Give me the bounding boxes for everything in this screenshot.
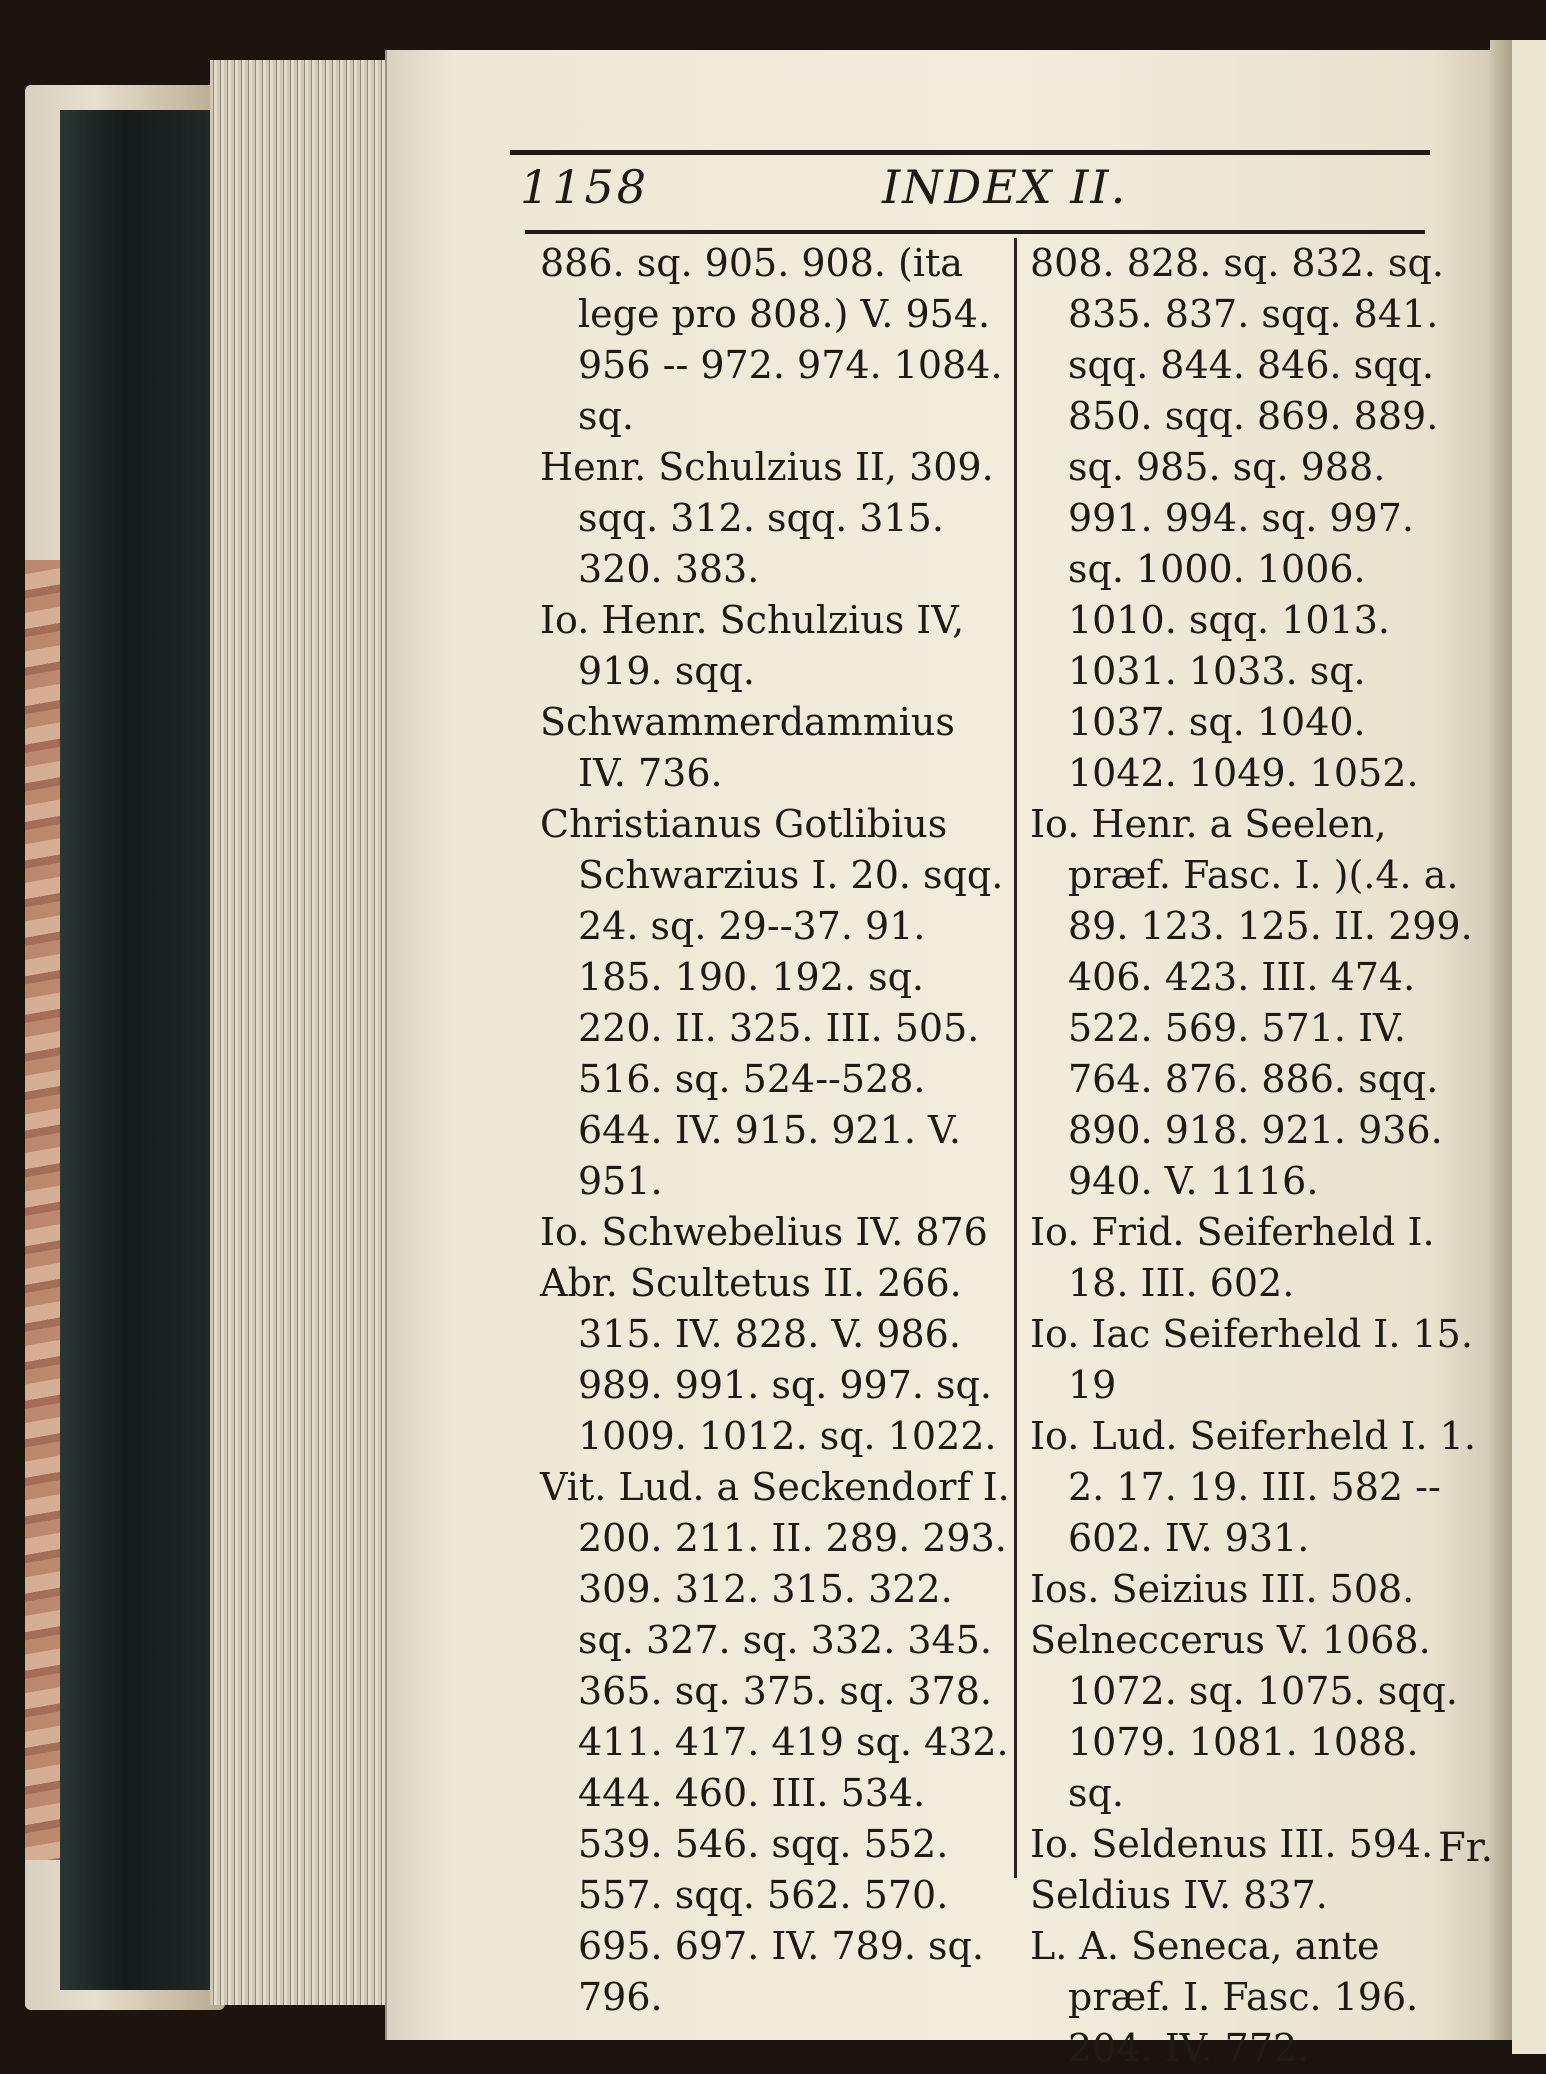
- index-entry: Seldius IV. 837.: [1030, 1873, 1328, 1917]
- page-stack: [210, 60, 400, 2005]
- running-head: INDEX II.: [882, 160, 1128, 214]
- index-entry: Christianus Gotlibius Schwarzius I. 20. sqq. 24. sq. 29--37. 91. 185. 190. 192. sq. 220. II. 325. III. 505. 516. sq. 524--528. 644. IV. 915. 921. V. 951.: [540, 802, 1004, 1203]
- catchword: Fr.: [1438, 1825, 1494, 1871]
- top-rule: [510, 150, 1430, 155]
- column-divider: [1014, 238, 1017, 1878]
- index-column-right: [1030, 238, 1480, 2074]
- page-block-edge: [60, 110, 220, 1990]
- index-entry: 808. 828. sq. 832. sq. 835. 837. sqq. 841. sqq. 844. 846. sqq. 850. sqq. 869. 889. sq. 985. sq. 988. 991. 994. sq. 997. sq. 1000. 1006. 1010. sqq. 1013. 1031. 1033. sq. 1037. sq. 1040. 1042. 1049. 1052.: [1030, 241, 1444, 795]
- index-entry: L. A. Seneca, ante præf. I. Fasc. 196. 204. IV. 772.: [1030, 1924, 1419, 2070]
- index-entry: Io. Henr. a Seelen, præf. Fasc. I. )(.4. a. 89. 123. 125. II. 299. 406. 423. III. 474. 522. 569. 571. IV. 764. 876. 886. sqq. 890. 918. 921. 936. 940. V. 1116.: [1030, 802, 1473, 1203]
- index-entry: Vit. Lud. a Seckendorf I. 200. 211. II. 289. 293. 309. 312. 315. 322. sq. 327. sq. 332. 345. 365. sq. 375. sq. 378. 411. 417. 419 sq. 432. 444. 460. III. 534. 539. 546. sqq. 552. 557. sqq. 562. 570. 695. 697. IV. 789. sq. 796.: [540, 1465, 1010, 2019]
- header-rule: [525, 230, 1425, 234]
- index-entry: Abr. Scultetus II. 266. 315. IV. 828. V. 986. 989. 991. sq. 997. sq. 1009. 1012. sq. 1022.: [540, 1261, 997, 1458]
- marbled-edge: [25, 560, 65, 1860]
- index-entry: Selneccerus V. 1068. 1072. sq. 1075. sqq. 1079. 1081. 1088. sq.: [1030, 1618, 1458, 1815]
- index-entry: Henr. Schulzius II, 309. sqq. 312. sqq. 315. 320. 383.: [540, 445, 994, 591]
- index-entry: Io. Iac Seiferheld I. 15. 19: [1030, 1312, 1473, 1407]
- index-entry: Ios. Seizius III. 508.: [1030, 1567, 1415, 1611]
- index-entry: Io. Schwebelius IV. 876: [540, 1210, 988, 1254]
- index-entry: Schwammerdammius IV. 736.: [540, 700, 955, 795]
- index-column-left: [540, 238, 1010, 2023]
- index-entry: Io. Lud. Seiferheld I. 1. 2. 17. 19. III. 582 -- 602. IV. 931.: [1030, 1414, 1476, 1560]
- facing-page-edge: [1512, 40, 1546, 2054]
- index-entry: Io. Henr. Schulzius IV, 919. sqq.: [540, 598, 965, 693]
- index-entry: Io. Seldenus III. 594.: [1030, 1822, 1434, 1866]
- page-number: 1158: [520, 160, 650, 214]
- index-entry: Io. Frid. Seiferheld I. 18. III. 602.: [1030, 1210, 1435, 1305]
- index-entry: 886. sq. 905. 908. (ita lege pro 808.) V. 954. 956 -- 972. 974. 1084. sq.: [540, 241, 1003, 438]
